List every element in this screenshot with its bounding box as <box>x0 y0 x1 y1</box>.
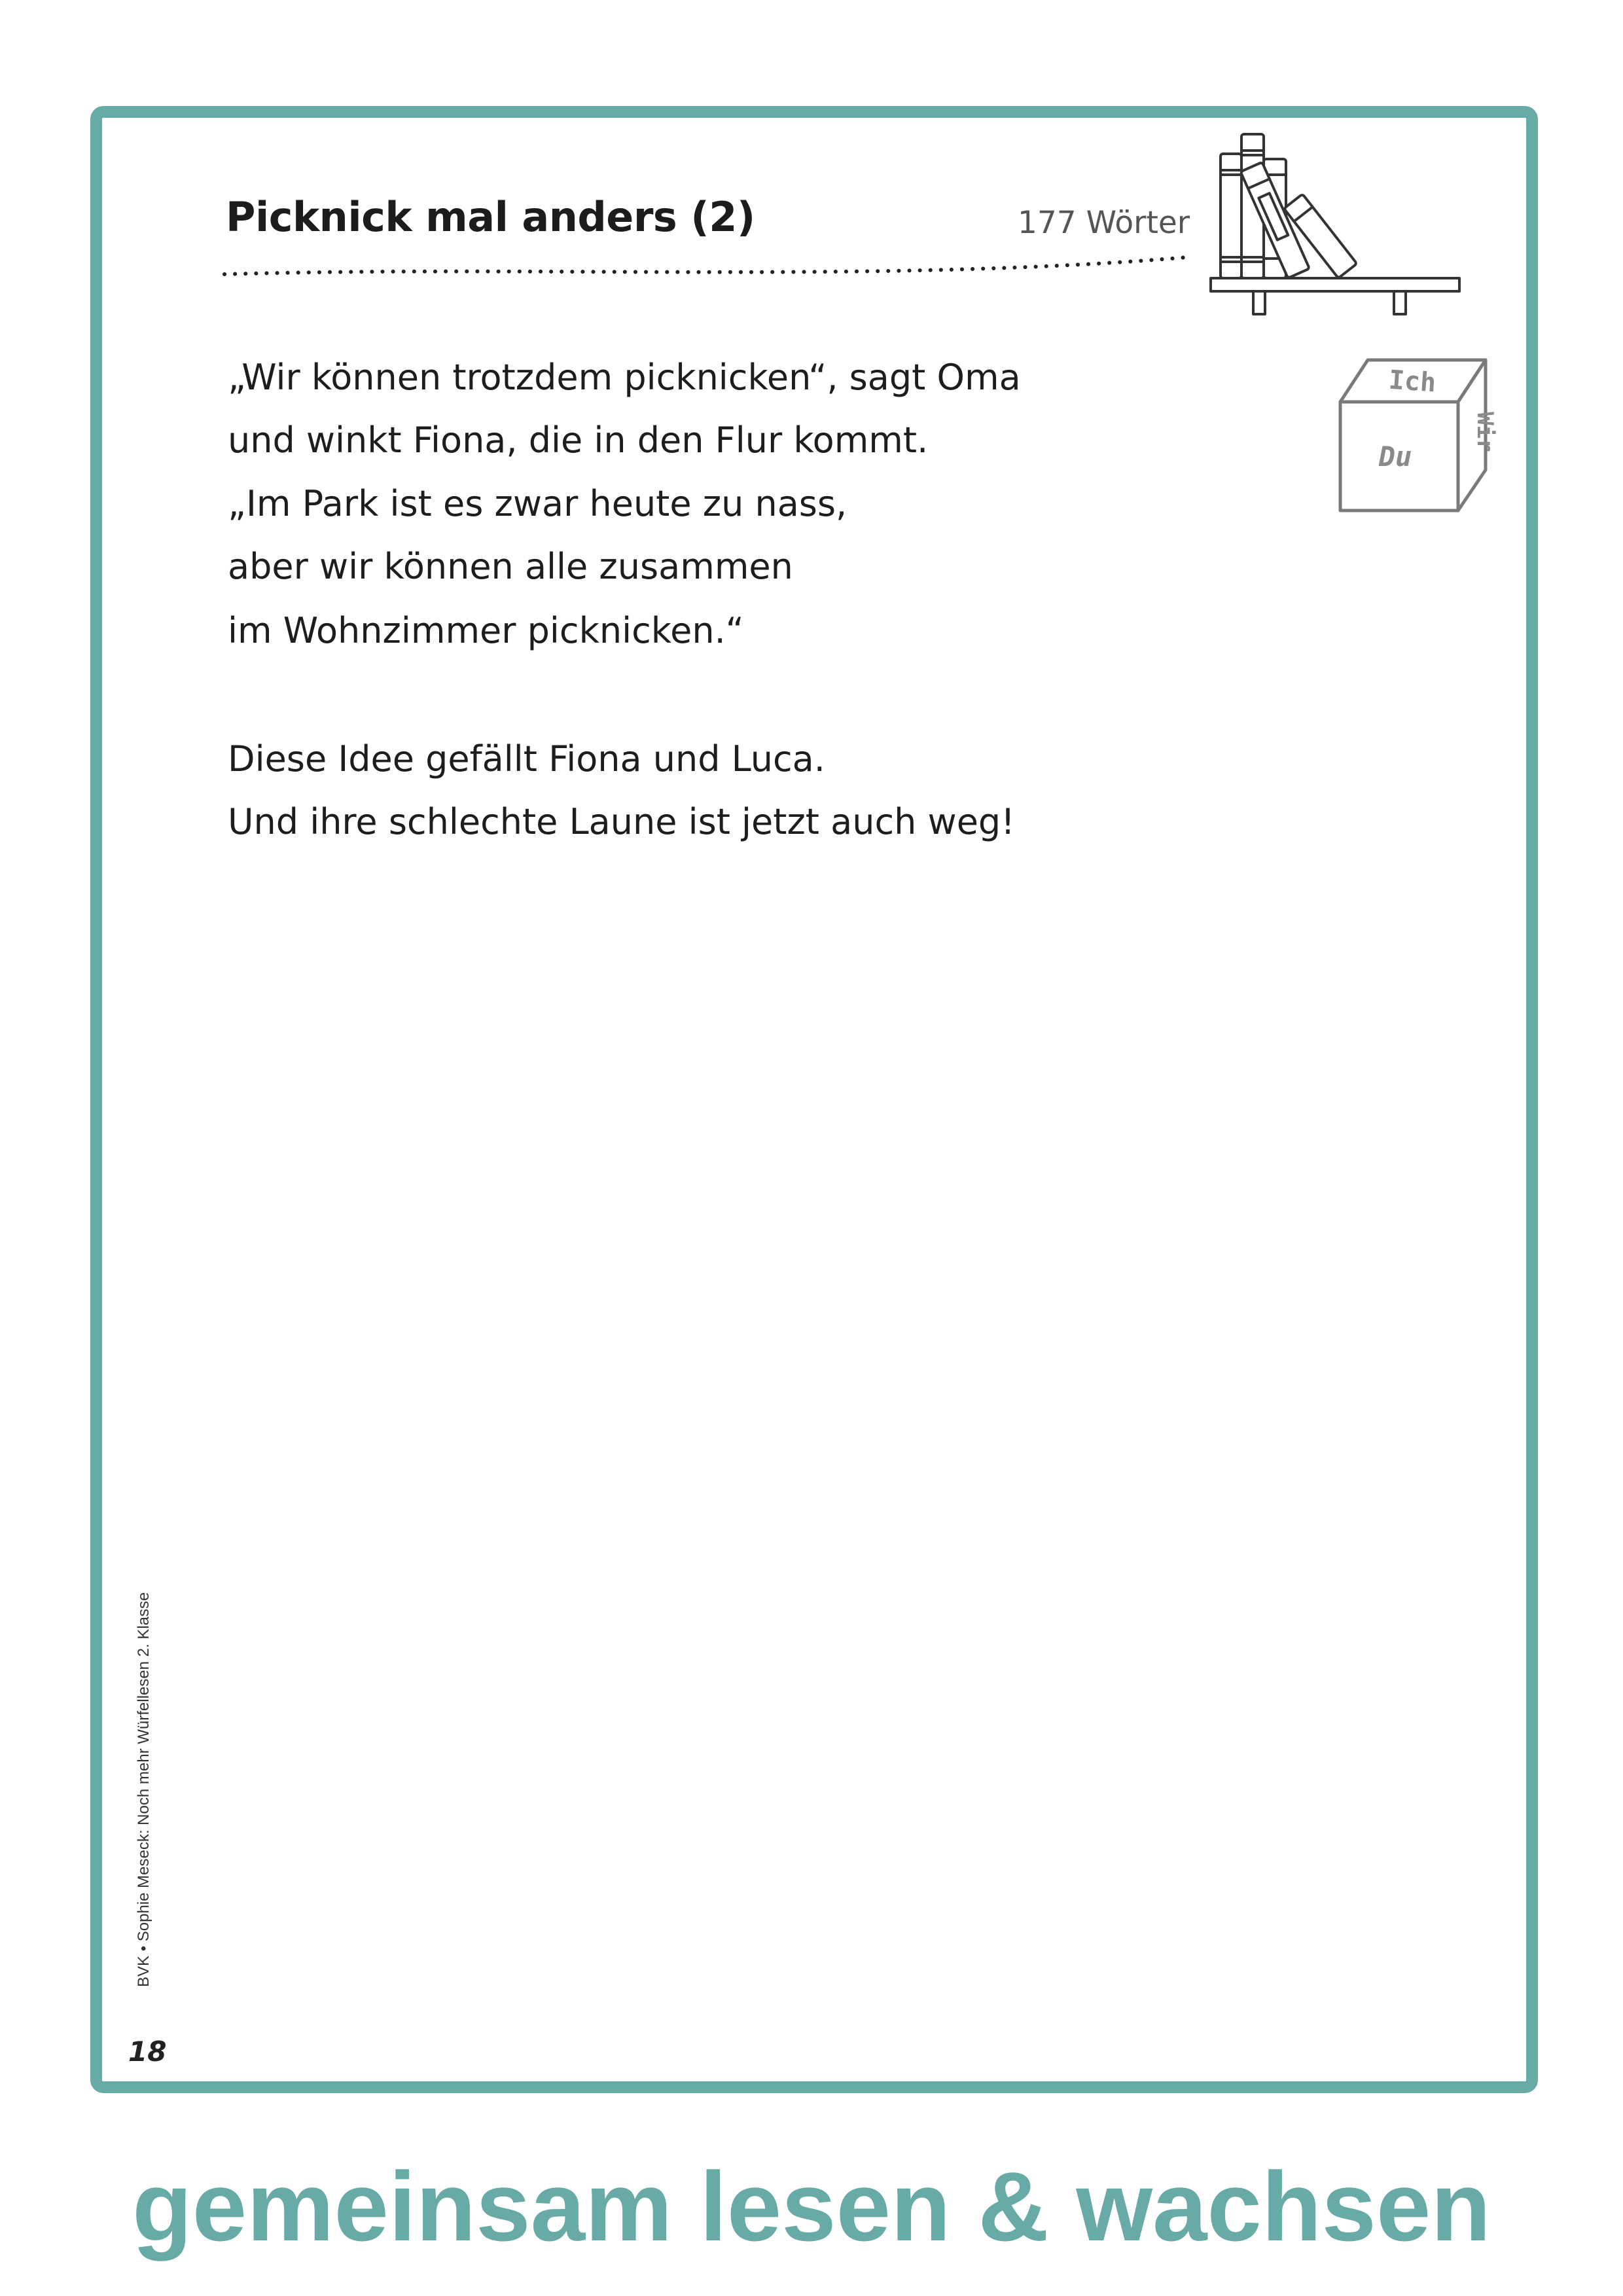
story-line: „Wir können trotzdem picknicken“, sagt Oma <box>228 357 1021 398</box>
story-line: „Im Park ist es zwar heute zu nass, <box>228 483 847 524</box>
cube-top-label: Ich <box>1387 365 1437 399</box>
page-number: 18 <box>128 2036 167 2068</box>
cube-side-label: Wir <box>1472 412 1498 452</box>
story-line: aber wir können alle zusammen <box>228 546 793 587</box>
cube-front-label: Du <box>1378 440 1412 473</box>
story-line: und winkt Fiona, die in den Flur kommt. <box>228 420 929 461</box>
word-cube-icon <box>1335 353 1498 524</box>
bookshelf-icon <box>1204 128 1466 331</box>
page-title: Picknick mal anders (2) <box>226 193 755 241</box>
page-frame <box>90 106 1538 2093</box>
dotted-divider <box>219 245 1201 285</box>
publisher-credit: BVK • Sophie Meseck: Noch mehr Würfellesen 2. Klasse <box>135 1592 152 1987</box>
story-line: Diese Idee gefällt Fiona und Luca. <box>228 738 825 780</box>
story-line: im Wohnzimmer picknicken.“ <box>228 610 744 651</box>
story-line: Und ihre schlechte Laune ist jetzt auch weg! <box>228 801 1015 842</box>
word-count: 177 Wörter <box>1018 205 1190 241</box>
footer-tagline: gemeinsam lesen & wachsen <box>132 2151 1491 2261</box>
